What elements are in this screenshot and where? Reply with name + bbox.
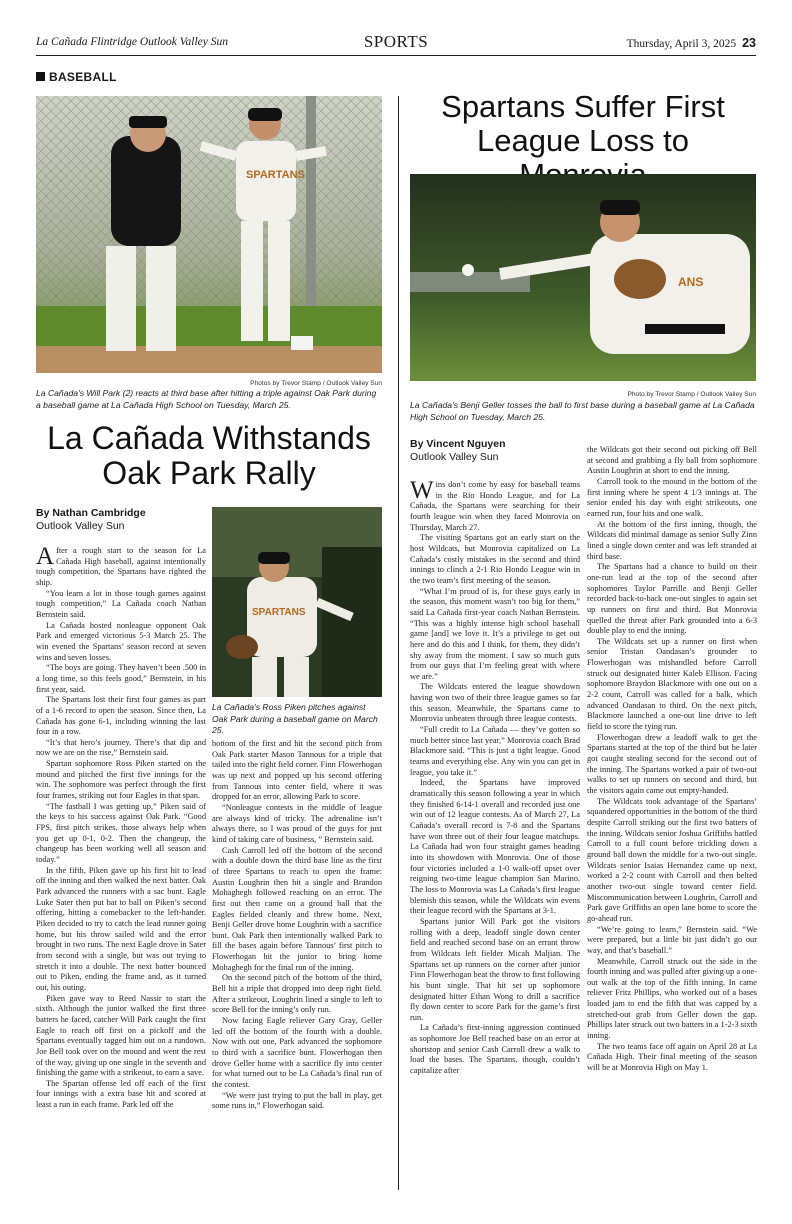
kicker-square-icon xyxy=(36,72,45,81)
story2-column-1 xyxy=(410,477,580,1077)
story2-headline-line2: League Loss to xyxy=(476,123,689,159)
paragraph: The Spartan offense led off each of the first four innings with a extra base hit and scored at least a run in each frame. Park led off the xyxy=(36,1078,206,1110)
paragraph: The two teams face off again on April 28 at La Cañada High. Their final meeting of the season will be at Monrovia High on May 1. xyxy=(587,1041,757,1073)
section-title: SPORTS xyxy=(363,32,429,51)
paragraph: The Spartans had a chance to build on their one-run lead at the top of the second after sophomores Taylor Parrille and Benji Geller recorded back-to-back one-out singles to again set up runners on first and third. But Monrovia quelled the threat after Park grounded into a 6-3 double play to end the inning. xyxy=(587,562,757,636)
photo-caption: La Cañada's Will Park (2) reacts at third base after hitting a triple against Oak Park during a baseball game at La Cañada High School on Tuesday, March 25. xyxy=(36,388,377,410)
paragraph: “We were just trying to put the ball in play, get some runs in,” Flowerhogan said. xyxy=(212,1090,382,1111)
ross-piken-image xyxy=(212,507,382,697)
drop-cap: A xyxy=(36,543,55,570)
paragraph: On the second pitch of the bottom of the third, Bell hit a triple that dropped into deep right field. After a strikeout, Loughrin lined a single to left to score Bell for the inning’s only run. xyxy=(212,973,382,1015)
photo-ross-piken xyxy=(212,507,382,697)
photo2-credit: Photo by Trevor Stamp / Outlook Valley Sun xyxy=(627,391,756,398)
issue-date xyxy=(627,36,756,50)
paragraph: Carroll took to the mound in the bottom of the first inning where he spent 4 1/3 innings at. The senior ended his day with eight strikeouts, one earned run, four hits and one walk. xyxy=(587,476,757,518)
story1-headline-line2: Oak Park Rally xyxy=(102,455,316,492)
paragraph: “You learn a lot in those tough games against tough competition,” La Cañada coach Nathan Bernstein said. xyxy=(36,588,206,619)
column-divider xyxy=(398,96,399,1190)
paragraph: the Wildcats got their second out picking off Bell at second and grabbing a fly ball from sophomore Austin Loughrin at short to end the inning. xyxy=(587,445,757,476)
svg-text:SPARTANS: SPARTANS xyxy=(252,607,306,618)
kicker-label: BASEBALL xyxy=(49,70,117,84)
story1-byline xyxy=(36,507,206,533)
paragraph: “What I’m proud of is, for these guys early in the season, this moment wasn’t too big for them,” said La Cañada first-year coach Nathan Bernstein. “This was a highly intense high school baseball game [and] we love it. It’s a privilege to get out here and do this and I think, for them, they didn’t shy away from the moment. I saw so much guts from our guys that I’m feeling great with where we are.” xyxy=(410,586,580,681)
paragraph: Meanwhile, Carroll struck out the side in the fourth inning and was pulled after giving up a one-out walk at the top of the fifth inning. In came reliever Fritz Phillips, who worked out of a bases loaded jam to end the fifth that was capped by a stretched-out grab from Geller down the gap. Phillips later struck out two batters in a 1-2-3 sixth inning. xyxy=(587,956,757,1041)
paragraph: Cash Carroll led off the bottom of the second with a double down the third base line as the first of three Spartans to reach to open the frame: Austin Loughrin then hit a single and Brandon Mohaghegh followed reaching on an error. The first out then came on a ground ball that the Eagles fielded cleanly and threw home. Next, Benji Geller drove home Loughrin with a sacrifice bunt. Oak Park then intentionally walked Park to fill the bases again before Tannous’ first pitch to Flowerhogan hit the junior to bring home Mohaghegh for the final run of the inning. xyxy=(212,845,382,972)
story2-lead-paragraph: Wins don’t come by easy for baseball teams in the Rio Hondo League, and for La Cañada, the Spartans were searching for their fourth league win when they faced Monrovia on Thursday, March 27. xyxy=(410,477,580,532)
story2-headline-line1: Spartans Suffer First xyxy=(441,89,725,124)
paragraph: bottom of the first and hit the second pitch from Oak Park starter Mason Tannous for a triple that tailed into the right field corner. Finn Flowerhogan was up next and popped up his second offering from Tannous into center field, where it was dropped for an error, allowing Park to score. xyxy=(212,739,382,802)
svg-text:ANS: ANS xyxy=(678,275,704,289)
paragraph: Spartan sophomore Ross Piken started on the mound and pitched the first five innings for the win. The sophomore was perfect through the first four frames, striking out four Eagles in that span. xyxy=(36,759,206,801)
story1-column-2 xyxy=(212,739,382,1112)
paragraph: The Wildcats took advantage of the Spartans’ squandered opportunities in the bottom of the third despite Carroll striking out the first two batters of the inning. Wildcats senior Joshua Griffiths battled Carroll to a full count before trickling down a ground ball down the middle for a two-out single. Wildcats senior Isaias Hernandez came up next, worked a 2-2 count with Carroll and then belted another two-out single toward center field. Miscommunication between Loughrin, Carroll and Park gave Griffiths an open lane home to score the go-ahead run. xyxy=(587,796,757,923)
paragraph: “We’re going to learn,” Bernstein said. “We were prepared, but a little bit just didn’t go our way, and that’s baseball.” xyxy=(587,924,757,955)
paragraph: Spartans junior Will Park got the visitors rolling with a deep, leadoff single down center field and reached second base on an errant throw from Wildcats left fielder Micah Maljian. The Spartans set up runners on the corner after junior Finn Flowerhogan beat the throw to first following his bunt single. That hit set up sophomore designated hitter Ethan Wong to drill a sacrifice fly down center to score Park for the game’s first run. xyxy=(410,916,580,1022)
drop-cap: W xyxy=(410,477,434,504)
paragraph: Now facing Eagle reliever Gary Gray, Geller led off the bottom of the fourth with a double. Now with out one, Park advanced the sophomore to third with a sacrifice bunt. Flowerhogan then drove Geller home with a sacrifice fly into center for what turned out to be La Cañada’s final run of the contest. xyxy=(212,1016,382,1089)
paragraph: In the fifth, Piken gave up his first hit to lead off the inning and then walked the next batter. Oak Park advanced the runners with a sac bunt. Eagle Luke Sater then put bat to ball on Piken’s second offering, hitting a comebacker to the left-hander. Piken decided to try to catch the lead runner going home, but his throw sailed wild and the error brought in two runs. The next Eagle drove in Sater from second with a single, but was out trying to stretch it into a double. The next batter bounced out to Piken, ending the frame and, as it turned out, his outing. xyxy=(36,865,206,992)
paragraph: Indeed, the Spartans have improved dramatically this season following a year in which they finished 6-14-1 overall and recorded just one win out of 12 league contests. As of March 27, La Cañada’s overall record is 7-8 and the Spartans have won three out of their four league matchups. La Cañada had won four straight games heading into its showdown with Monrovia. One of those four victories included a 1-0 walk-off upset over reigning two-time league champion San Marino. The loss to Monrovia was La Cañada’s first league blemish this season, while the Wildcats win evens their league record with the Spartans at 3-1. xyxy=(410,778,580,916)
story1-column-1 xyxy=(36,543,206,1111)
byline-name: By Vincent Nguyen xyxy=(410,438,506,450)
story1-headline-line1: La Cañada Withstands xyxy=(47,420,371,456)
date-text: Thursday, April 3, 2025 xyxy=(626,38,737,50)
byline-outlet: Outlook Valley Sun xyxy=(36,520,125,532)
inset-caption: La Cañada's Ross Piken pitches against Oak Park during a baseball game on March 25. xyxy=(212,702,378,735)
svg-text:SPARTANS: SPARTANS xyxy=(246,169,305,181)
paragraph: “The boys are going. They haven’t been .500 in a long time, so this feels good,” Bernstein, in his first year, said. xyxy=(36,663,206,694)
paragraph: The Spartans lost their first four games as part of a 1-6 record to open the season. Since then, La Cañada has gone 6-1, including winning the last four in a row. xyxy=(36,695,206,737)
byline-outlet: Outlook Valley Sun xyxy=(410,451,499,463)
story1-lead-paragraph: After a rough start to the season for La Cañada High baseball, against intentionally tough competition, the Spartans have righted the ship. xyxy=(36,543,206,587)
paragraph: Piken gave way to Reed Nassir to start the sixth. Although the junior walked the first three batters he faced, catcher Will Park caught the first Eagle to reach off first on a pickoff and the Spartans eventually tagged him out on a rundown. Joe Bell took over on the mound and went the rest of the way, giving up one single in the seventh and finishing the game with a strikeout, to earn a save. xyxy=(36,993,206,1078)
will-park-image xyxy=(36,96,382,373)
paragraph: The Wildcats set up a runner on first when senior Tristan Oandasan’s grounder to Flowerhogan was mishandled before Carroll struck out designated hitter Kaleb Ellison. Facing sophomore Braydon Blackmore with one out on a 2-2 count, Carroll was called for a balk, which advanced Oandasan to third. On the next pitch, Blackmore launched a one-out line drive to left field to score the tying run. xyxy=(587,636,757,732)
paragraph: La Cañada’s first-inning aggression continued as sophomore Joe Bell reached base on an error at shortstop and senior Cash Carroll drew a walk to load the bases. The Spartans, though, couldn’t capitalize after xyxy=(410,1023,580,1076)
paragraph: La Cañada hosted nonleague opponent Oak Park and emerged victorious 5-3 March 25. The win evened the Spartans’ season record at seven wins and seven losses. xyxy=(36,620,206,662)
photo2-caption: La Cañada's Benji Geller tosses the ball to first base during a baseball game at La Cañada High School on Tuesday, March 25. xyxy=(410,400,755,422)
photo-credit: Photos by Trevor Stamp / Outlook Valley Sun xyxy=(250,380,382,387)
paragraph: The Wildcats entered the league showdown having won two of their three league games so far this season. Meanwhile, the Spartans came to Monrovia unbeaten through three league contests. xyxy=(410,682,580,724)
story2-column-2 xyxy=(587,445,757,1074)
paragraph: “Nonleague contests in the middle of league are always kind of tricky. The adrenaline isn’t always there, so I was proud of the guys for just kind of taking care of business, ” Bernstein said. xyxy=(212,802,382,844)
paragraph: “Full credit to La Cañada — they’ve gotten so much better since last year,” Monrovia coach Brad Blackmore said. “This is just a tight league. Good teams and everything else. Any win you can get in league, you take it.” xyxy=(410,725,580,777)
paragraph: “The fastball I was getting up,” Piken said of the keys to his success against Oak Park. “Good FPS, first pitch strikes, those always help when you get up 0-1, 0-2. Then the changeup, the changeup has been working well all season and today.” xyxy=(36,801,206,865)
section-kicker xyxy=(36,70,117,84)
photo-will-park xyxy=(36,96,382,373)
byline-name: By Nathan Cambridge xyxy=(36,507,146,519)
paragraph: Flowerhogan drew a leadoff walk to get the Spartans started at the top of the third but he later got caught stealing second for the second out of the inning. The Spartans worked a pair of two-out walks to set up runners on second and third, but the visitors again came out empty-handed. xyxy=(587,732,757,795)
photo-benji-geller xyxy=(410,174,756,381)
story2-byline xyxy=(410,438,580,464)
publication-name: La Cañada Flintridge Outlook Valley Sun xyxy=(36,36,228,48)
header-rule xyxy=(36,55,756,56)
story1-headline xyxy=(30,421,388,491)
paragraph: “It’s that hero’s journey. There’s that dip and now we are on the rise,” Bernstein said. xyxy=(36,737,206,758)
paragraph: The visiting Spartans got an early start on the host Wildcats, but Monrovia capitalized on La Cañada’s costly mistakes in the second and third innings to clinch a 2-1 Rio Hondo League win in the two team’s first meeting of the season. xyxy=(410,533,580,585)
paragraph: At the bottom of the first inning, though, the Wildcats did minimal damage as senior Sully Zinn lined a single down center and was left stranded at third base. xyxy=(587,519,757,561)
benji-geller-image xyxy=(410,174,756,381)
page-number: 23 xyxy=(742,36,756,50)
